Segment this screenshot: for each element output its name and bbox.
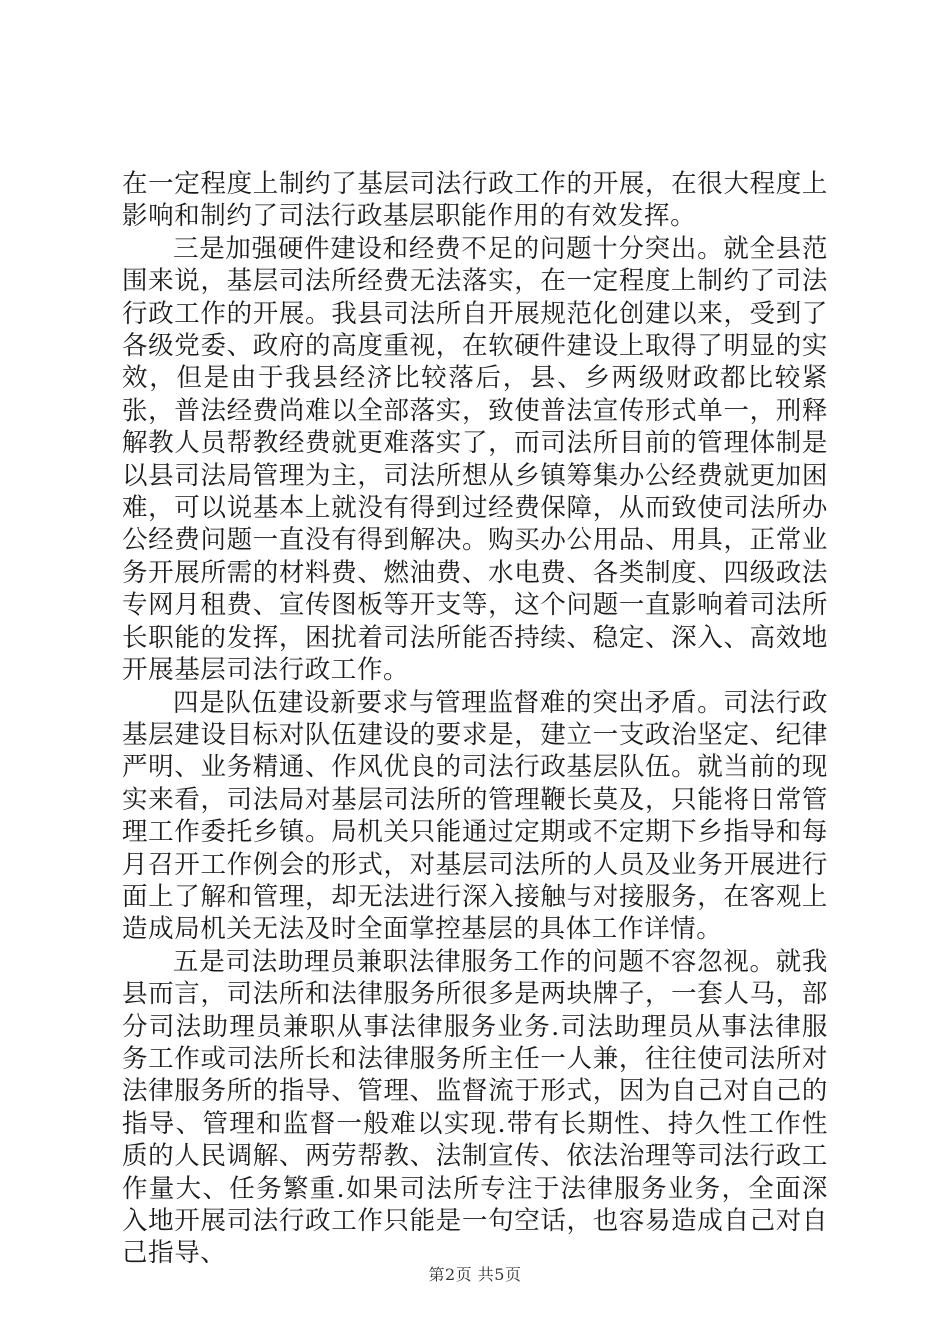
- paragraph-1: 在一定程度上制约了基层司法行政工作的开展，在很大程度上影响和制约了司法行政基层职能作用的有效发挥。: [122, 169, 828, 232]
- paragraph-4: 五是司法助理员兼职法律服务工作的问题不容忽视。就我县而言，司法所和法律服务所很多是两块牌子，一套人马，部分司法助理员兼职从事法律服务业务.司法助理员从事法律服务工作或司法所长和法律服务所主任一人兼，往往使司法所对法律服务所的指导、管理、监督流于形式，因为自己对自己的指导、管理和监督一般难以实现.带有长期性、持久性工作性质的人民调解、两劳帮教、法制宣传、依法治理等司法行政工作量大、任务繁重.如果司法所专注于法律服务业务，全面深入地开展司法行政工作只能是一句空话，也容易造成自己对自己指导、: [122, 946, 828, 1269]
- paragraph-3: 四是队伍建设新要求与管理监督难的突出矛盾。司法行政基层建设目标对队伍建设的要求是，建立一支政治坚定、纪律严明、业务精通、作风优良的司法行政基层队伍。就当前的现实来看，司法局对基层司法所的管理鞭长莫及，只能将日常管理工作委托乡镇。局机关只能通过定期或不定期下乡指导和每月召开工作例会的形式，对基层司法所的人员及业务开展进行面上了解和管理，却无法进行深入接触与对接服务，在客观上造成局机关无法及时全面掌控基层的具体工作详情。: [122, 687, 828, 945]
- paragraph-2: 三是加强硬件建设和经费不足的问题十分突出。就全县范围来说，基层司法所经费无法落实，在一定程度上制约了司法行政工作的开展。我县司法所自开展规范化创建以来，受到了各级党委、政府的高度重视，在软硬件建设上取得了明显的实效，但是由于我县经济比较落后，县、乡两级财政都比较紧张，普法经费尚难以全部落实，致使普法宣传形式单一，刑释解教人员帮教经费就更难落实了，而司法所目前的管理体制是以县司法局管理为主，司法所想从乡镇筹集办公经费就更加困难，可以说基本上就没有得到过经费保障，从而致使司法所办公经费问题一直没有得到解决。购买办公用品、用具，正常业务开展所需的材料费、燃油费、水电费、各类制度、四级政法专网月租费、宣传图板等开支等，这个问题一直影响着司法所长职能的发挥，困扰着司法所能否持续、稳定、深入、高效地开展基层司法行政工作。: [122, 233, 828, 686]
- page-footer: 第2页 共5页: [428, 1265, 522, 1284]
- document-body: [122, 168, 828, 1270]
